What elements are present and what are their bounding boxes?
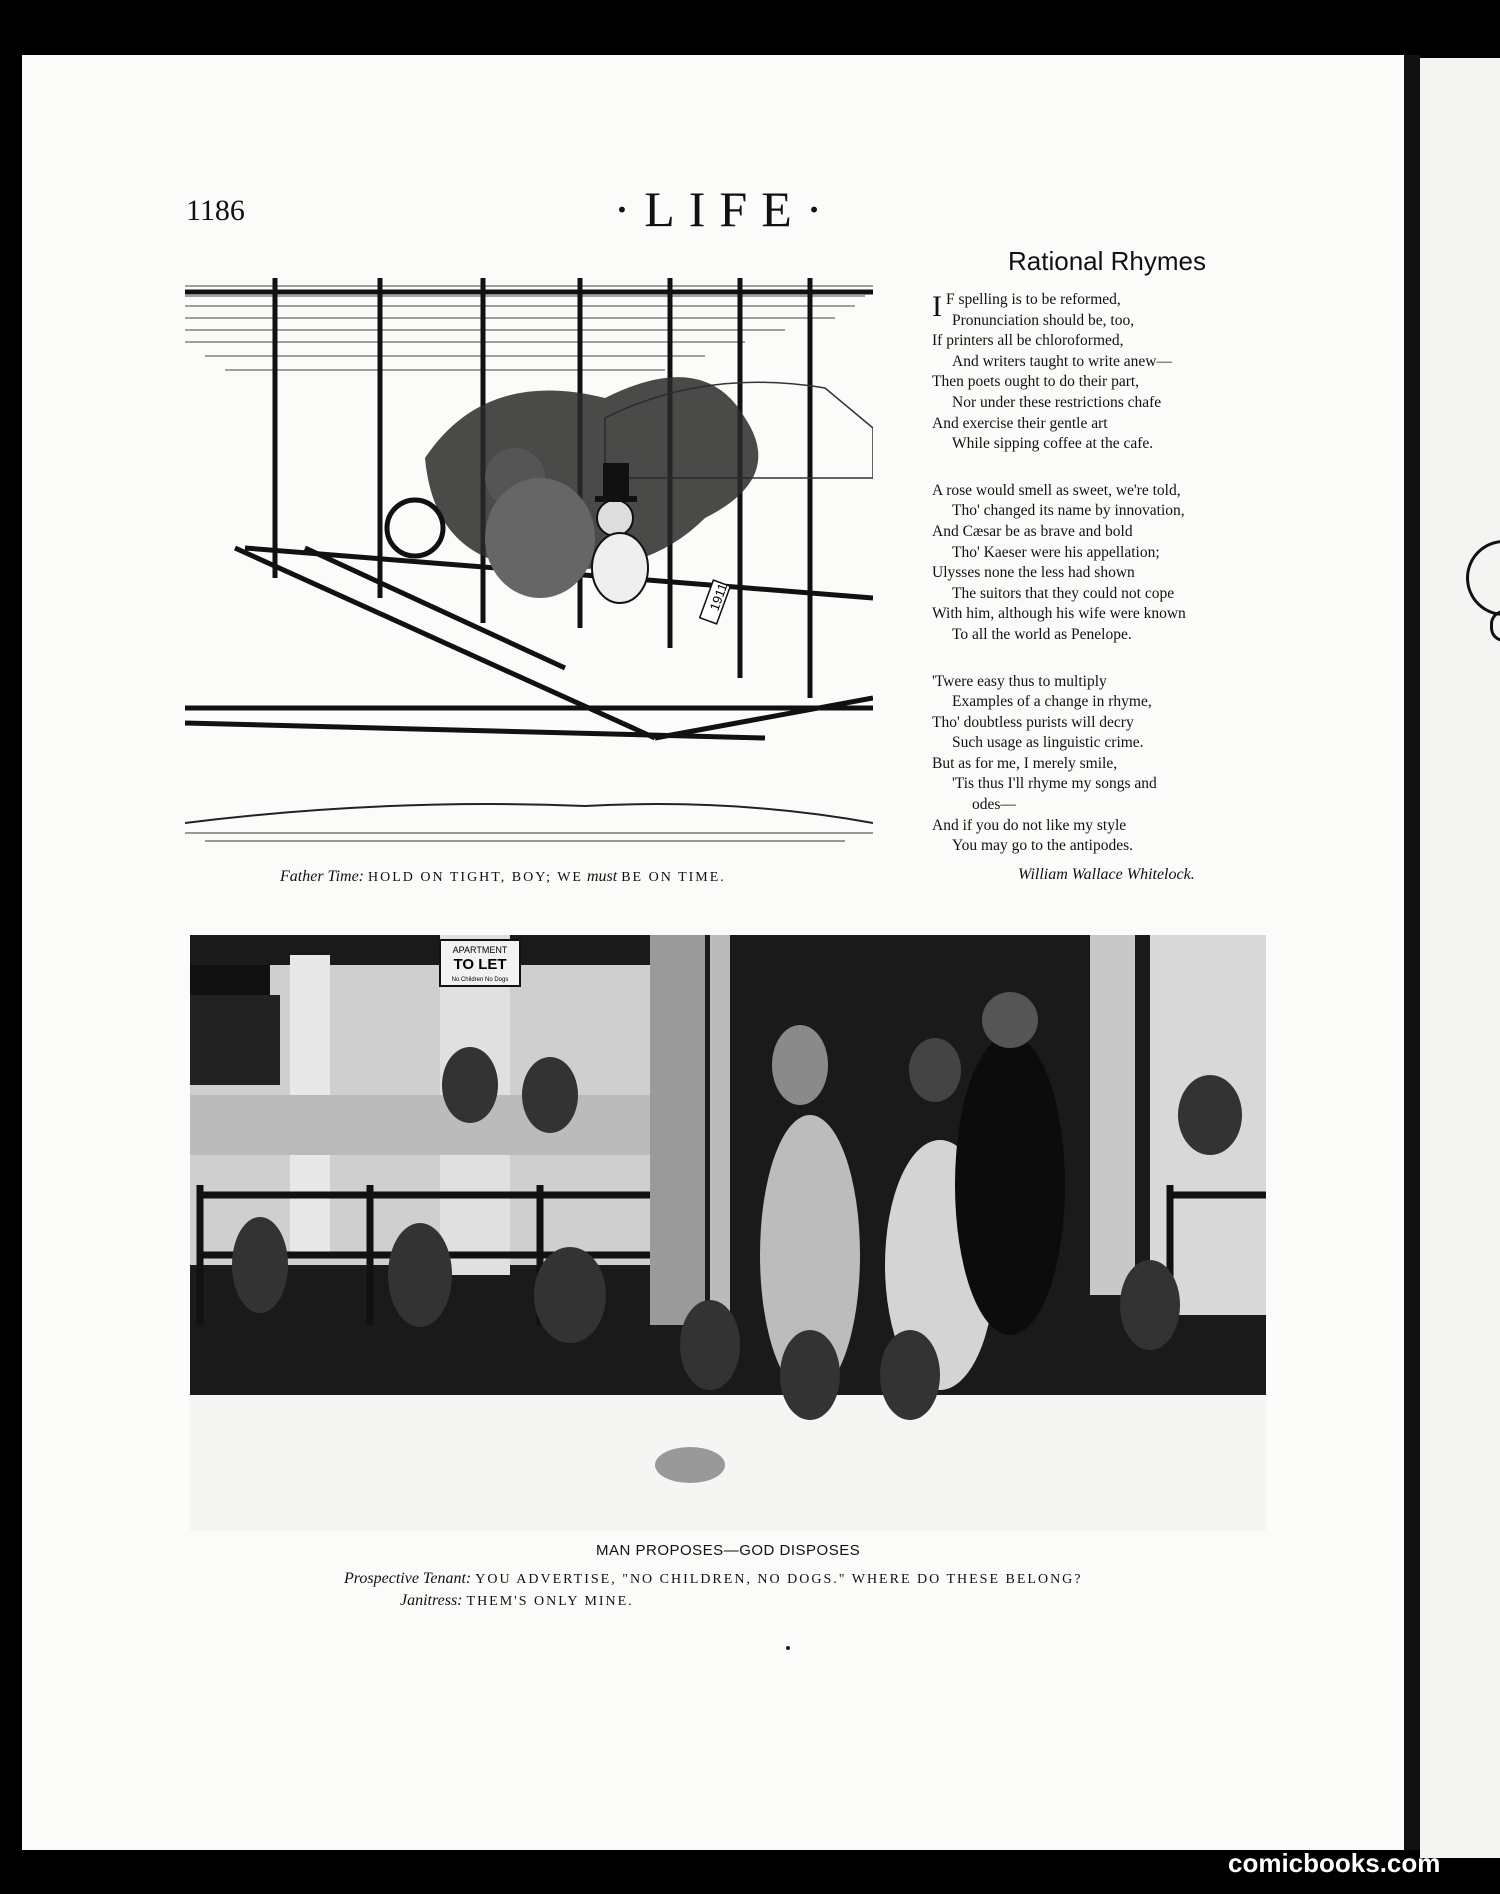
page-number: 1186	[186, 194, 245, 227]
caption-text-part1: HOLD ON TIGHT, BOY; WE	[368, 870, 583, 885]
poem-line: 'Tis thus I'll rhyme my songs and	[952, 775, 1157, 793]
poem-body	[932, 290, 1282, 883]
poem-line: Such usage as linguistic crime.	[952, 734, 1144, 752]
facing-page	[1420, 58, 1500, 1858]
poem-line: Pronunciation should be, too,	[952, 311, 1135, 329]
poem-line: Tho' changed its name by innovation,	[952, 502, 1185, 520]
father-time-airplane-illustration	[185, 278, 873, 848]
sign-line3: No Children No Dogs	[451, 977, 509, 983]
masthead-title: ·LIFE·	[613, 181, 837, 237]
poem-line: If printers all be chloroformed,	[932, 332, 1124, 350]
rabbits-apartment-illustration	[190, 935, 1266, 1531]
dialog-speaker: Prospective Tenant:	[344, 1570, 472, 1587]
poem-line: And if you do not like my style	[932, 816, 1127, 834]
dialog-line: THEM'S ONLY MINE.	[466, 1594, 634, 1609]
caption-emphasis: must	[586, 868, 618, 885]
poem-line: A rose would smell as sweet, we're told,	[932, 481, 1181, 499]
year-tag: 1911	[706, 581, 731, 613]
dialog-row	[344, 1570, 1083, 1592]
caption-text-part2: BE ON TIME.	[621, 870, 726, 885]
poem-line: And writers taught to write anew—	[952, 352, 1172, 370]
poem-line: Tho' Kaeser were his appellation;	[952, 543, 1160, 561]
bottom-cartoon-dialog	[344, 1570, 1083, 1614]
poem-line: Nor under these restrictions chafe	[952, 393, 1162, 411]
poem-line: To all the world as Penelope.	[952, 625, 1132, 643]
poem-line: And exercise their gentle art	[932, 414, 1108, 432]
poem-line: Tho' doubtless purists will decry	[932, 713, 1134, 731]
poem-line: The suitors that they could not cope	[952, 584, 1175, 602]
poem-title: Rational Rhymes	[1008, 246, 1206, 276]
drop-cap: I	[932, 290, 942, 323]
dialog-speaker: Janitress:	[400, 1592, 463, 1609]
poem-line: odes—	[972, 796, 1016, 814]
poem-line: Then poets ought to do their part,	[932, 373, 1140, 391]
page-gutter	[1404, 55, 1420, 1850]
poem-line: And Cæsar be as brave and bold	[932, 522, 1133, 540]
poem-line: F spelling is to be reformed,	[946, 291, 1121, 308]
top-cartoon-caption	[280, 868, 726, 886]
page-speck	[786, 1646, 790, 1650]
dialog-row	[344, 1592, 1083, 1614]
poem-line: 'Twere easy thus to multiply	[932, 672, 1107, 690]
poem-author: William Wallace Whitelock.	[1018, 866, 1195, 883]
dialog-line: YOU ADVERTISE, "NO CHILDREN, NO DOGS." WHERE DO THESE BELONG?	[475, 1572, 1083, 1587]
poem-line: But as for me, I merely smile,	[932, 754, 1118, 772]
poem-line: Examples of a change in rhyme,	[952, 693, 1152, 711]
watermark: comicbooks.com	[1228, 1848, 1441, 1878]
poem-line: You may go to the antipodes.	[952, 837, 1133, 855]
poem-stanza	[932, 290, 1282, 455]
sign-line1: APARTMENT	[452, 945, 508, 955]
sign-line2: TO LET	[453, 956, 507, 973]
poem-stanza	[932, 481, 1282, 646]
poem-line: While sipping coffee at the cafe.	[952, 435, 1154, 453]
poem-line: Ulysses none the less had shown	[932, 564, 1135, 582]
bottom-cartoon-title: MAN PROPOSES—GOD DISPOSES	[596, 1542, 861, 1559]
poem-stanza	[932, 672, 1282, 857]
poem-line: With him, although his wife were known	[932, 605, 1186, 623]
caption-speaker: Father Time:	[280, 868, 364, 885]
